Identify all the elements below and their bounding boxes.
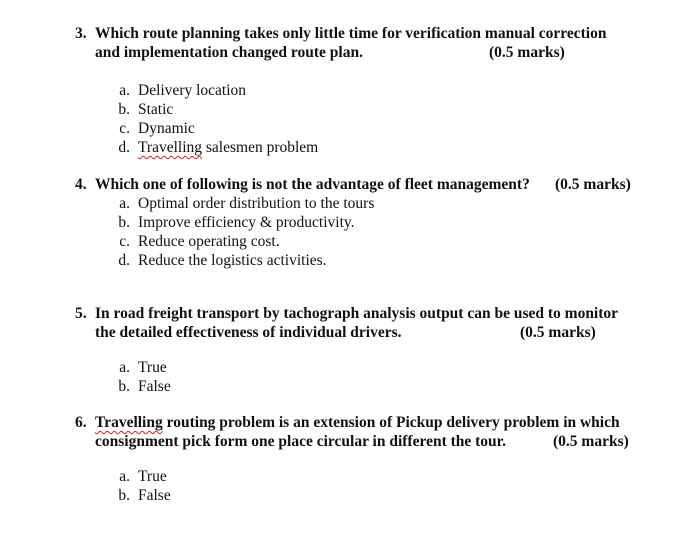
option-label: b.: [118, 487, 130, 504]
option-label: c.: [119, 233, 130, 250]
option-label: b.: [118, 214, 130, 231]
option-text: True: [138, 359, 167, 376]
marks-label: (0.5 marks): [520, 324, 596, 341]
question-text-line1: Which one of following is not the advantage of fleet management?: [95, 176, 530, 193]
question-text-line2: the detailed effectiveness of individual drivers.: [95, 324, 402, 341]
option-text: Delivery location: [138, 82, 247, 99]
option-label: d.: [118, 139, 130, 156]
option-text: Dynamic: [138, 120, 195, 137]
option-label: b.: [118, 101, 130, 118]
option-text: Static: [138, 101, 174, 118]
question-number: 6.: [75, 414, 87, 431]
option-label: a.: [119, 195, 130, 212]
option-text: False: [138, 487, 171, 504]
option-text: Improve efficiency & productivity.: [138, 214, 355, 231]
option-label: a.: [119, 468, 130, 485]
question-text-line1: In road freight transport by tachograph analysis output can be used to monitor: [95, 305, 619, 322]
option-label: a.: [119, 82, 130, 99]
option-text: Reduce the logistics activities.: [138, 252, 327, 269]
question-text-line2: and implementation changed route plan.: [95, 44, 363, 61]
marks-label: (0.5 marks): [553, 433, 629, 450]
question-text-line1: Which route planning takes only little time for verification manual correction: [95, 25, 607, 42]
option-label: d.: [118, 252, 130, 269]
option-text: False: [138, 378, 171, 395]
marks-label: (0.5 marks): [555, 176, 631, 193]
option-text: Reduce operating cost.: [138, 233, 280, 250]
option-label: b.: [118, 378, 130, 395]
option-label: a.: [119, 359, 130, 376]
option-text: Optimal order distribution to the tours: [138, 195, 375, 212]
question-text-line2: consignment pick form one place circular in different the tour.: [95, 433, 507, 450]
option-text: Travelling salesmen problem: [138, 139, 319, 156]
marks-label: (0.5 marks): [489, 44, 565, 61]
question-number: 5.: [75, 305, 87, 322]
question-number: 4.: [75, 176, 87, 193]
question-number: 3.: [75, 25, 87, 42]
option-label: c.: [119, 120, 130, 137]
option-text: True: [138, 468, 167, 485]
question-text-line1: Travelling routing problem is an extension of Pickup delivery problem in which: [95, 414, 620, 431]
spellcheck-flagged-word[interactable]: Travelling: [138, 139, 203, 156]
spellcheck-flagged-word[interactable]: Travelling: [95, 414, 163, 431]
